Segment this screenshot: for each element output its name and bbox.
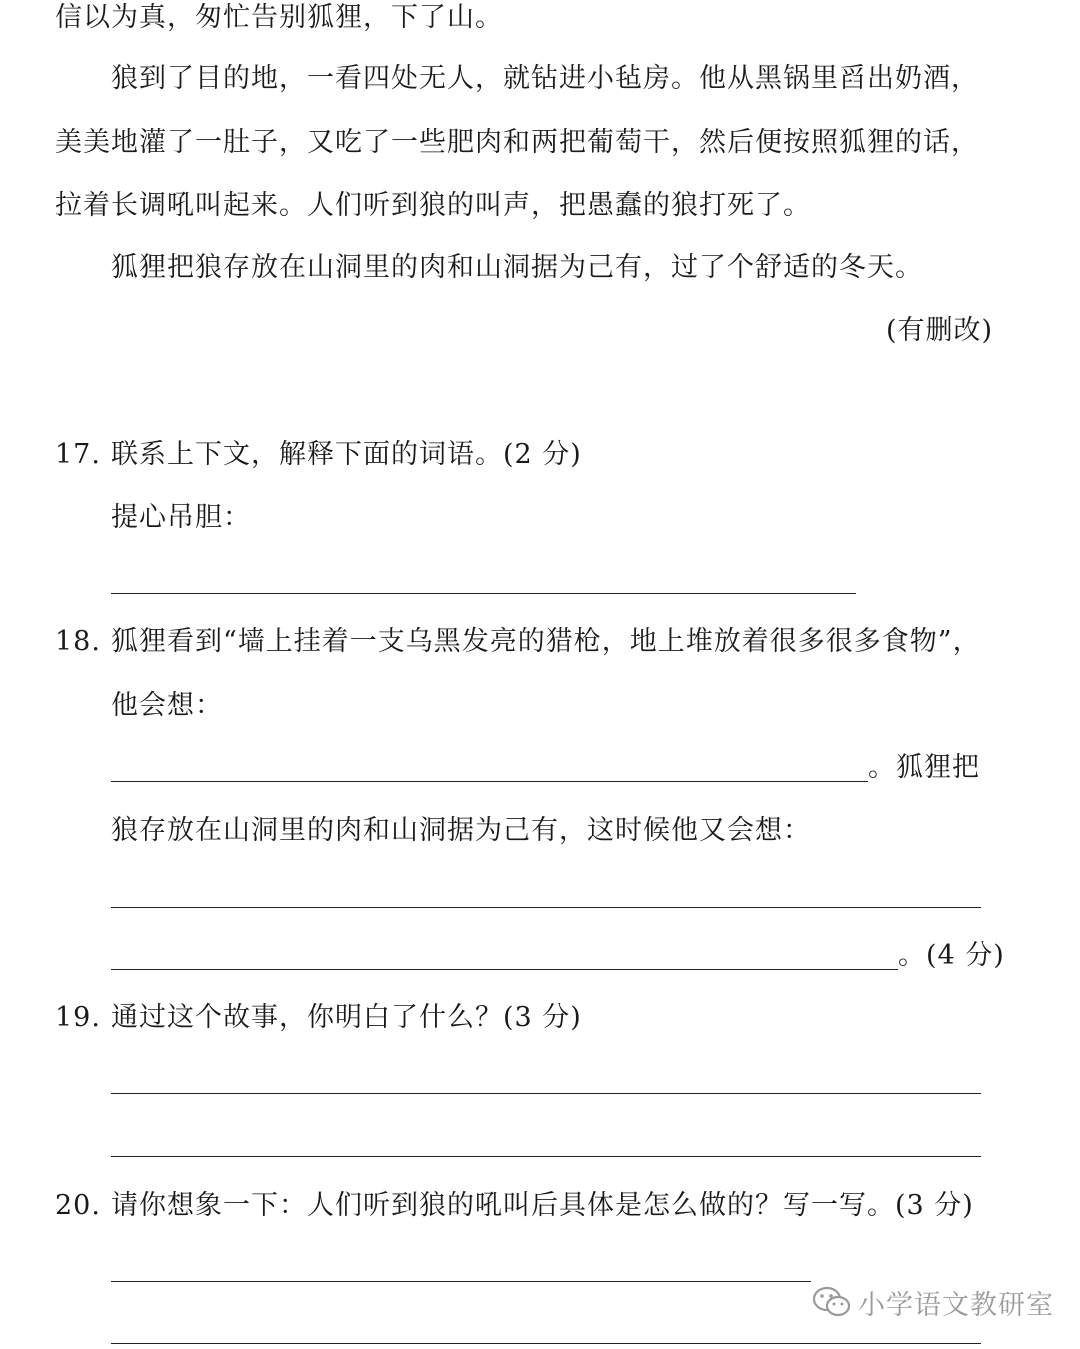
q20-text: 请你想象一下：人们听到狼的吼叫后具体是怎么做的？写一写。(3 分) [111,1190,974,1221]
q18-text: 狐狸看到“墙上挂着一支乌黑发亮的猎枪，地上堆放着很多很多食物”， [111,626,981,657]
q18-continuation: 。狐狸把 [868,752,980,783]
q17-text: 联系上下文，解释下面的词语。(2 分) [111,439,582,470]
q19-answer-line-2[interactable] [111,1156,981,1157]
q19-answer-line-1[interactable] [111,1093,981,1094]
q20-answer-line-1[interactable] [111,1281,811,1282]
source-note: (有删改) [886,315,994,346]
watermark [812,1282,1054,1322]
passage-line-4: 拉着长调吼叫起来。人们听到狼的叫声，把愚蠢的狼打死了。 [55,190,811,221]
q18-score: 。(4 分) [898,940,1005,971]
q18-number: 18. [55,626,101,657]
q19-text: 通过这个故事，你明白了什么？(3 分) [111,1002,582,1033]
q18-prompt-2: 狼存放在山洞里的肉和山洞据为己有，这时候他又会想： [111,815,811,846]
q17-term: 提心吊胆： [111,502,251,533]
q18-answer-line-2[interactable] [111,907,981,908]
passage-line-2: 狼到了目的地，一看四处无人，就钻进小毡房。他从黑锅里舀出奶酒， [111,63,979,94]
q20-answer-line-2[interactable] [111,1343,981,1344]
wechat-icon [812,1285,852,1319]
q17-number: 17. [55,439,101,470]
passage-line-1: 信以为真，匆忙告别狐狸，下了山。 [55,2,503,33]
q18-prompt-1: 他会想： [111,690,223,721]
q17-answer-line[interactable] [111,593,856,594]
passage-line-5: 狐狸把狼存放在山洞里的肉和山洞据为己有，过了个舒适的冬天。 [111,252,923,283]
passage-line-3: 美美地灌了一肚子，又吃了一些肥肉和两把葡萄干，然后便按照狐狸的话， [55,127,979,158]
q18-answer-line-1[interactable] [111,781,868,782]
q18-answer-line-3[interactable] [111,969,898,970]
q20-number: 20. [55,1190,101,1221]
watermark-text: 小学语文教研室 [858,1289,1054,1321]
q19-number: 19. [55,1002,101,1033]
